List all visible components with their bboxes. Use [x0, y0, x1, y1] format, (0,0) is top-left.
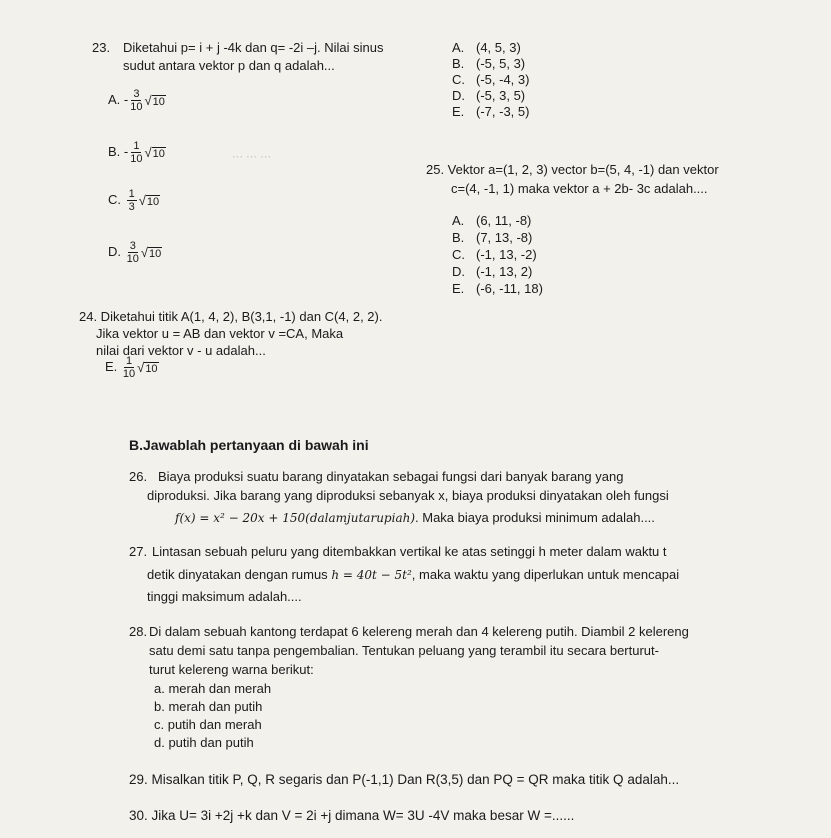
q24-opt-e-fraction: [123, 355, 135, 380]
right-option-b: [452, 56, 525, 71]
q28-line1: Di dalam sebuah kantong terdapat 6 kelereng merah dan 4 kelereng putih. Diambil 2 kelereng: [149, 624, 689, 639]
q23-opt-c-label: C.: [108, 191, 121, 207]
q23-opt-c-numerator: 1: [128, 188, 135, 200]
q25-option-label: D.: [452, 264, 465, 279]
q26-number: 26.: [129, 469, 148, 484]
q23-opt-c-denominator: 3: [128, 201, 135, 213]
q23-opt-b-radicand: 10: [152, 148, 165, 160]
q26-line2: diproduksi. Jika barang yang diproduksi sebanyak x, biaya produksi dinyatakan oleh fungsi: [147, 488, 669, 503]
q28-item-c: c. putih dan merah: [154, 717, 262, 732]
q23-opt-a-sign: -: [123, 91, 129, 107]
right-option-label: B.: [452, 56, 465, 71]
q23-option-a: [108, 88, 166, 113]
q27-line2: detik dinyatakan dengan rumus h = 40t − 5t², maka waktu yang diperlukan untuk mencapai: [147, 567, 680, 582]
q23-opt-b-fraction: [130, 140, 142, 165]
q24-line3: nilai dari vektor v - u adalah...: [96, 343, 266, 358]
q23-opt-a-fraction: [130, 88, 142, 113]
q25-option-c: [452, 247, 537, 262]
q23-option-c: [108, 188, 160, 213]
q23-opt-d-radical: [141, 245, 162, 260]
right-option-value: (4, 5, 3): [476, 40, 521, 55]
q28-number: 28.: [129, 624, 148, 639]
q26-line3: [175, 510, 655, 525]
q26-line1: Biaya produksi suatu barang dinyatakan sebagai fungsi dari banyak barang yang: [158, 469, 624, 484]
q27-number: 27.: [129, 544, 148, 559]
q23-opt-d-label: D.: [108, 243, 121, 259]
q23-opt-a-denominator: 10: [130, 101, 143, 113]
q29: 29. Misalkan titik P, Q, R segaris dan P(-1,1) Dan R(3,5) dan PQ = QR maka titik Q adalah...: [129, 772, 680, 787]
q23-opt-b-label: B.: [108, 143, 121, 159]
q23-opt-c-radical: [139, 193, 160, 208]
q23-opt-d-radicand: 10: [149, 248, 162, 260]
q24-stem: 24. Diketahui titik A(1, 4, 2), B(3,1, -1) dan C(4, 2, 2).: [79, 309, 383, 324]
q23-option-d: [108, 240, 162, 265]
q25-option-value: (-1, 13, 2): [476, 264, 533, 279]
q24-opt-e-root-sign: √: [137, 360, 145, 375]
right-option-e: [452, 104, 529, 119]
right-option-a: [452, 40, 521, 55]
q24-opt-e-denominator: 10: [122, 368, 136, 380]
q23-opt-d-root-sign: √: [140, 245, 149, 260]
q25-option-label: A.: [452, 213, 465, 228]
q23-opt-a-root-sign: √: [144, 93, 152, 108]
q24-line2: Jika vektor u = AB dan vektor v =CA, Maka: [96, 326, 344, 341]
right-option-label: D.: [452, 88, 465, 103]
q23-stem-line2: sudut antara vektor p dan q adalah...: [123, 58, 335, 73]
q23-opt-a-numerator: 3: [133, 88, 140, 100]
q28-line3: turut kelereng warna berikut:: [149, 662, 314, 677]
q25-option-value: (-6, -11, 18): [476, 281, 543, 296]
q24-opt-e-radical: [137, 360, 158, 375]
q26-line3-text: . Maka biaya produksi minimum adalah....: [415, 510, 655, 525]
q23-stem: Diketahui p= i + j -4k dan q= -2i –j. Nilai sinus: [123, 40, 384, 55]
section-b-heading: B.Jawablah pertanyaan di bawah ini: [129, 437, 369, 453]
q24-opt-e-numerator: 1: [125, 355, 133, 367]
q28-item-d: d. putih dan putih: [154, 735, 254, 750]
right-option-label: E.: [452, 104, 465, 119]
q30: 30. Jika U= 3i +2j +k dan V = 2i +j dimana W= 3U -4V maka besar W =......: [129, 808, 575, 823]
q23-opt-b-numerator: 1: [133, 140, 140, 152]
right-option-d: [452, 88, 525, 103]
q25-option-a: [452, 213, 531, 228]
q24-option-e: [105, 355, 159, 380]
q24-opt-e-label: E.: [105, 358, 118, 374]
q26-formula: f(x) = x² − 20x + 150(dalamjutarupiah): [175, 511, 416, 525]
right-option-label: C.: [452, 72, 465, 87]
q27-line3: tinggi maksimum adalah....: [147, 589, 302, 604]
right-option-c: [452, 72, 529, 87]
q25-option-label: E.: [452, 281, 465, 296]
q23-opt-b-radical: [145, 145, 166, 160]
q23-opt-a-radicand: 10: [152, 96, 165, 108]
q27-formula: h = 40t − 5t²: [331, 568, 412, 582]
q23-opt-a-radical: [145, 93, 166, 108]
q23-opt-d-denominator: 10: [126, 253, 139, 265]
q25-option-b: [452, 230, 532, 245]
q27-line1: Lintasan sebuah peluru yang ditembakkan vertikal ke atas setinggi h meter dalam waktu t: [152, 544, 667, 559]
q23-opt-a-label: A.: [108, 91, 121, 107]
q25-option-value: (6, 11, -8): [476, 213, 532, 228]
q25-option-label: C.: [452, 247, 465, 262]
q23-option-b: [108, 140, 166, 165]
right-option-value: (-7, -3, 5): [476, 104, 530, 119]
q23-opt-b-sign: -: [123, 143, 129, 159]
q23-number: 23.: [92, 40, 111, 55]
q25-option-value: (7, 13, -8): [476, 230, 533, 245]
q23-opt-c-radicand: 10: [146, 196, 160, 208]
q24-opt-e-radicand: 10: [145, 363, 158, 375]
right-option-value: (-5, 3, 5): [476, 88, 526, 103]
q25-stem: 25. Vektor a=(1, 2, 3) vector b=(5, 4, -1) dan vektor: [426, 162, 719, 177]
q23-opt-d-fraction: [127, 240, 139, 265]
q23-opt-b-denominator: 10: [130, 153, 143, 165]
q28-line2: satu demi satu tanpa pengembalian. Tentukan peluang yang terambil itu secara berturut-: [149, 643, 659, 658]
q25-option-d: [452, 264, 532, 279]
q23-opt-c-fraction: [127, 188, 137, 213]
q28-item-b: b. merah dan putih: [154, 699, 263, 714]
right-option-value: (-5, 5, 3): [476, 56, 526, 71]
q25-option-label: B.: [452, 230, 465, 245]
q25-option-value: (-1, 13, -2): [476, 247, 537, 262]
q23-opt-c-root-sign: √: [138, 193, 146, 208]
q23-opt-d-numerator: 3: [129, 240, 136, 252]
right-option-value: (-5, -4, 3): [476, 72, 530, 87]
q25-option-e: [452, 281, 543, 296]
bleed-through-text: ⋯ ⋯ ⋯: [232, 151, 272, 163]
right-option-label: A.: [452, 40, 465, 55]
q25-stem-line2: c=(4, -1, 1) maka vektor a + 2b- 3c adalah....: [451, 181, 708, 196]
q23-opt-b-root-sign: √: [144, 145, 152, 160]
q28-item-a: a. merah dan merah: [154, 681, 272, 696]
